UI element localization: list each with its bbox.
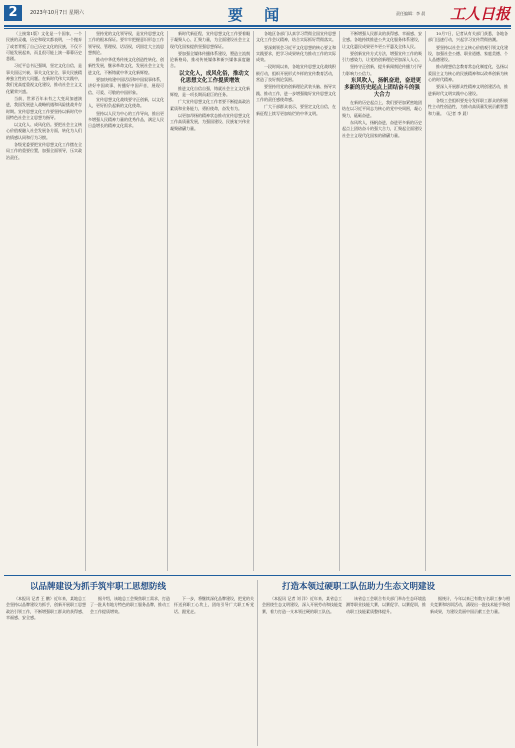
page-number: 2 [4,5,22,21]
article-paragraph: 要加强全媒体传播体系建设，塑造主流舆论新格局，推动传统媒体和新兴媒体深度融合。 [170,50,250,69]
bottom-section-rule [4,575,511,576]
article-column-6 [428,31,508,571]
article-paragraph: 以更加昂扬的精神状态推动宣传思想文化工作高质量发展，为强国建设、民族复兴伟业凝聚磅礴力量。 [170,112,250,131]
header-rule-thin [4,28,511,29]
article-paragraph: （上接第1版）文化是一个国家、一个民族的灵魂，历史和现实都表明，一个抛弃了或者背叛了自己历史文化的民族，不仅不可能发展起来，而且很可能上演一幕幕历史悲剧。 [6,31,82,62]
article-column-5 [342,31,422,571]
article-paragraph: 坚持以人民为中心的工作导向，推出更多增强人民精神力量的优秀作品，满足人民日益增长的精神文化需求。 [88,110,164,129]
article-paragraph: 新时代新征程，宣传思想文化工作要着眼于凝聚人心、汇聚力量，为全面建设社会主义现代化国家提供坚强思想保证。 [170,31,250,49]
article-paragraph: 据统计，今年以来已有数万名职工参与相关竞赛和培训活动，涌现出一批技术能手和创新成果，为建设美丽中国贡献工会力量。 [430,596,510,614]
bottom-right-article-col-2 [346,596,426,746]
article-paragraph: 在新的历史起点上，我们要更加紧密地团结在以习近平同志为核心的党中央周围，凝心聚力，砥砺奋进。 [342,100,422,118]
masthead [0,0,515,28]
article-paragraph: 据介绍，该地总工会聚焦职工需求，打造了一批具有地方特色的职工服务品牌，推动工会工作提质增效。 [90,596,170,614]
article-paragraph: 要加快构建中国话语和中国叙事体系，讲好中国故事、传播好中国声音，展现可信、可爱、可敬的中国形象。 [88,77,164,95]
article-paragraph: 广大干部群众表示，要坚定文化自信，在新征程上续写更加灿烂的中华文明。 [256,104,336,116]
article-paragraph: 下一步，将继续深化品牌建设，把党的关怀送到职工心坎上，团结引导广大职工听党话、跟党走。 [174,596,254,614]
article-paragraph: 要深入开展群众性精神文明创建活动，推进新时代文明实践中心建设。 [428,84,508,96]
article-paragraph: 推动理想信念教育常态化制度化，弘扬以爱国主义为核心的民族精神和以改革创新为核心的时代精神。 [428,64,508,83]
article-paragraph: 坚持守正创新，提升新闻舆论传播力引导力影响力公信力。 [342,64,422,76]
article-paragraph: （本报讯 记者 王 鹏）近年来，某地总工会坚持以品牌建设为抓手，创新开展职工思想政治引领工作，不断增强职工群众的获得感、幸福感、安全感。 [6,596,86,620]
article-column-4 [256,31,336,571]
article-paragraph: 当前，世界百年未有之大变局加速演进，我国发展进入战略机遇和风险挑战并存时期。宣传思想文化工作要坚持以新时代中国特色社会主义思想为指导。 [6,95,82,120]
column-divider [253,31,254,571]
article-paragraph: 推进文化自信自强，铸就社会主义文化新辉煌，是一项长期而艰巨的任务。 [170,85,250,98]
bottom-right-article-col-1 [262,596,342,746]
newspaper-logo: 工人日报 [450,5,511,23]
column-divider [339,31,340,571]
article-paragraph: （本报讯 记者 刘 洋）近年来，某省总工会围绕生态文明建设，深入开展劳动和技能竞赛，着力打造一支本领过硬的职工队伍。 [262,596,342,614]
article-paragraph: 各地区各部门认真学习贯彻全国宣传思想文化工作会议精神，结合实际抓好贯彻落实。 [256,31,336,43]
article-paragraph: 要深刻领会习近平文化思想的核心要义和实践要求，把学习成果转化为推动工作的实际成效。 [256,44,336,63]
bottom-column-divider [257,580,258,746]
article-paragraph: 该省总工会联合有关部门举办生态环境监测等职业技能大赛，以赛促学、以赛促训，推动职工技能素质整体提升。 [346,596,426,614]
sidebar-headline: 东风吹人，扬帆奋进，奋进更多新的历史起点上团结奋斗的强大合力 [344,78,422,99]
article-paragraph: 各级党委要把宣传思想文化工作摆在全局工作的重要位置，加强全面领导，压实政治责任。 [6,142,82,160]
column-divider [85,31,86,571]
header-rule [4,25,511,27]
article-paragraph: 10月7日，记者从有关部门获悉，各地各部门迅速行动，兴起学习宣传贯彻热潮。 [428,31,508,43]
article-headline: 以文化人，成风化俗，推动文化思想文化工作提质增效 [178,70,250,84]
bottom-right-headline: 打造本领过硬职工队伍助力生态文明建设 [282,582,436,592]
article-paragraph: 广大宣传思想文化工作者要不断提高政治素质和业务能力，勇担使命，奋发有为。 [170,99,250,111]
article-column-3 [170,31,250,571]
bottom-left-headline: 以品牌建设为抓手筑牢职工思想防线 [30,582,167,592]
article-paragraph: 要坚持用党的创新理论武装头脑、指导实践、推动工作，进一步增强做好宣传思想文化工作的责任感使命感。 [256,84,336,102]
article-paragraph: 各级工会组织要充分发挥职工群众的积极性主动性创造性，为推动高质量发展贡献智慧和力量。（记者 李 晨） [428,97,508,116]
article-paragraph: 宣传思想文化战线要守正创新，以文化人，更好担负起新的文化使命。 [88,96,164,109]
column-divider [167,31,168,571]
bottom-right-article-col-3 [430,596,510,746]
bottom-left-article-col-2 [90,596,170,746]
article-column-2 [88,31,164,571]
article-paragraph: 推动中华优秀传统文化创造性转化、创新性发展，继承革命文化，发展社会主义先进文化，不断铸就中华文化新辉煌。 [88,57,164,75]
article-paragraph: 一段时间以来，各地宣传思想文化战线积极行动，组织开展形式多样的宣传教育活动，营造了良好舆论氛围。 [256,64,336,83]
article-paragraph: 坚持党的文化领导权，是宣传思想文化工作的根本保证。要牢牢把握意识形态工作领导权、管理权、话语权，巩固壮大主流思想舆论。 [88,31,164,55]
bottom-left-article-col-1 [6,596,86,746]
article-paragraph: 以文化人、成风化俗。要把社会主义核心价值观融入社会发展各方面，转化为人们的情感认同和行为习惯。 [6,122,82,140]
section-title: 要 闻 [227,6,288,24]
article-paragraph: 东风吹人，扬帆奋进，奋进更多新的历史起点上团结奋斗的强大合力，汇聚起全面建设社会主义现代化国家的磅礴力量。 [342,119,422,138]
article-paragraph: 要坚持以社会主义核心价值观引领文化建设，加强社会公德、职业道德、家庭美德、个人品德建设。 [428,44,508,63]
column-divider [425,31,426,571]
article-column-1 [6,31,82,571]
article-paragraph: 要创新宣传方式方法，增强宣传工作的吸引力感染力，让党的创新理论更加深入人心。 [342,50,422,63]
bottom-left-article-col-3 [174,596,254,746]
article-paragraph: 习近平总书记强调，坚定文化自信，是事关国运兴衰、事关文化安全、事关民族精神独立性的大问题。在新时代伟大实践中，我们党高度重视文化建设，推动社会主义文化繁荣兴盛。 [6,63,82,94]
editor-credit: 责任编辑：李 晨 [396,11,426,16]
issue-date: 2023年10月7日 星期六 [30,10,84,16]
article-paragraph: 不断增强人民群众的获得感、幸福感、安全感。各地持续推进公共文化服务体系建设，让文化惠民成果更多更公平惠及全体人民。 [342,31,422,49]
